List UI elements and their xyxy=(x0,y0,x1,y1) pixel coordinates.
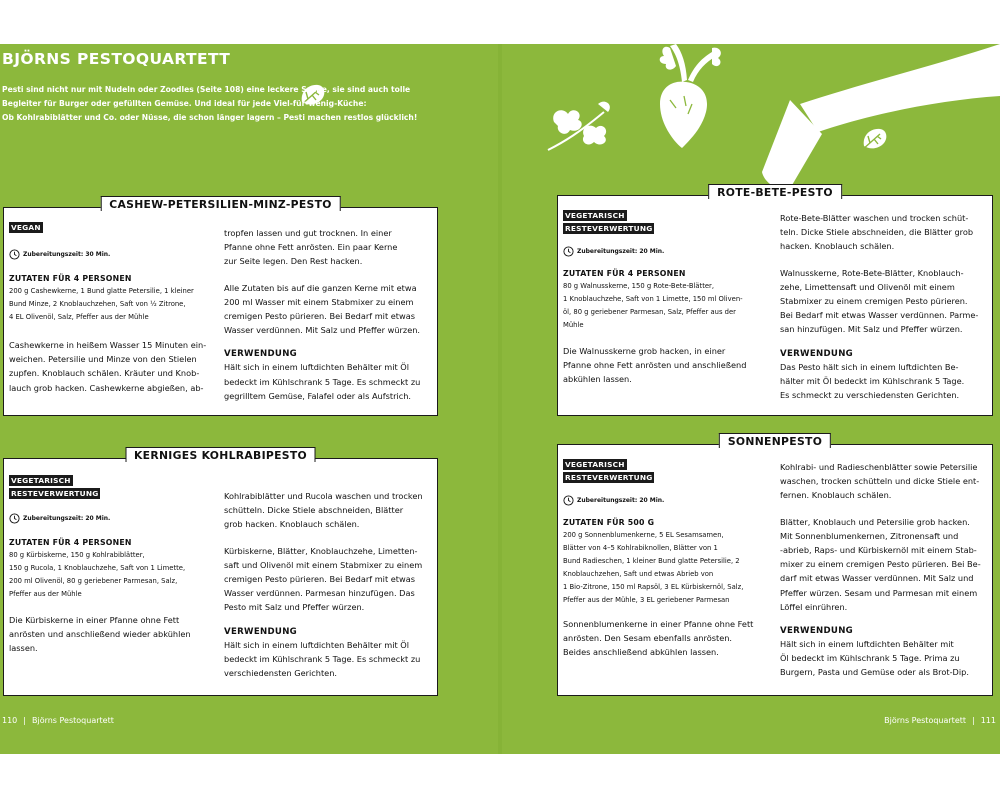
usage-text: Hält sich in einem luftdichten Behälter mit Öl bedeckt im Kühlschrank 5 Tage. Es schmeckt zu verschiedensten Gerichten. xyxy=(224,639,421,679)
footer-right: Björns Pestoquartett | 111 xyxy=(884,716,996,725)
usage-text: Das Pesto hält sich in einem luftdichten Be- hälter mit Öl bedeckt im Kühlschrank 5 Tage. Es schmeckt zu verschiedensten Gerichten. xyxy=(780,361,965,401)
prep-time: Zubereitungszeit: 20 Min. xyxy=(563,246,763,257)
step-text: Sonnenblumenkerne in einer Pfanne ohne Fett anrösten. Den Sesam ebenfalls anrösten. Beides anschließend abkühlen lassen. xyxy=(563,619,754,658)
diet-tag: VEGETARISCH xyxy=(565,211,625,220)
usage-text: Hält sich in einem luftdichten Behälter mit Öl bedeckt im Kühlschrank 5 Tage. Prima zu Burgern, Pasta und Gemüse oder als Brot-Dip. xyxy=(780,639,969,678)
page-title: BJÖRNS PESTOQUARTETT xyxy=(2,50,231,68)
step-text: Kohlrabi- und Radieschenblätter sowie Petersilie waschen, trocken schütteln und dicke Stiele ent- fernen. Knoblauch schälen. xyxy=(780,462,980,501)
page-gutter xyxy=(498,44,502,754)
step-text: Blätter, Knoblauch und Petersilie grob hacken. Mit Sonnenblumenkernen, Zitronensaft und -abrieb, Raps- und Kürbiskernöl mit einem Stab- mixer zu einem cremigen Pesto pürieren. Bei Be- darf mit etwas Wasser verdünnen. Mit Salz und Pfeffer würzen. Sesam und Parmesan mit einem Löffel einrühren. xyxy=(780,516,981,612)
prep-time: Zubereitungszeit: 30 Min. xyxy=(9,249,209,260)
usage-heading: VERWENDUNG xyxy=(224,349,298,360)
recipe-card-cashew xyxy=(3,198,438,416)
page-number: 110 xyxy=(2,716,18,725)
clock-icon xyxy=(9,513,20,524)
step-text: tropfen lassen und gut trocknen. In einer Pfanne ohne Fett anrösten. Ein paar Kerne zur Seite legen. Den Rest hacken. xyxy=(224,228,398,267)
diet-tag: RESTEVERWERTUNG xyxy=(565,224,653,233)
herb-leaf-icon xyxy=(860,126,890,152)
ingredients-heading: ZUTATEN FÜR 500 G xyxy=(563,518,655,527)
recipe-title: SONNENPESTO xyxy=(719,433,831,448)
step-text: Cashewkerne in heißem Wasser 15 Minuten ein- weichen. Petersilie und Minze von den Stielen zupfen. Knoblauch schälen. Kräuter und Knob- lauch grob hacken. Cashewkerne abgießen, ab- xyxy=(9,340,207,393)
clock-icon xyxy=(563,495,574,506)
recipe-title: ROTE-BETE-PESTO xyxy=(708,184,842,199)
step-text: Kürbiskerne, Blätter, Knoblauchzehe, Limetten- saft und Olivenöl mit einem Stabmixer zu einem cremigen Pesto pürieren. Bei Bedarf mit etwas Wasser verdünnen. Parmesan hinzufügen. Das Pesto mit Salz und Pfeffer würzen. xyxy=(224,545,423,613)
recipe-title: KERNIGES KOHLRABIPESTO xyxy=(125,447,316,462)
running-title: Björns Pestoquartett xyxy=(31,716,114,725)
prep-time: Zubereitungszeit: 20 Min. xyxy=(9,513,209,524)
clock-icon xyxy=(9,249,20,260)
ingredients-list: 200 g Sonnenblumenkerne, 5 EL Sesamsamen, Blätter von 4–5 Kohlrabiknollen, Blätter von 1 Bund Radieschen, 1 kleiner Bund glatte Petersilie, 2 Knoblauchzehen, Saft und etwas Abrieb von 1 Bio-Zitrone, 150 ml Rapsöl, 3 EL Kürbiskernöl, Salz, Pfeffer aus der Mühle, 3 EL geriebener Parmesan xyxy=(563,531,744,604)
ingredients-list: 80 g Walnusskerne, 150 g Rote-Bete-Blätter, 1 Knoblauchzehe, Saft von 1 Limette, 150 ml Oliven- öl, 80 g geriebener Parmesan, Salz, Pfeffer aus der Mühle xyxy=(563,282,743,329)
diet-tag: VEGAN xyxy=(11,223,41,232)
recipe-card-rote-bete xyxy=(557,186,993,416)
ingredients-heading: ZUTATEN FÜR 4 PERSONEN xyxy=(9,274,132,283)
step-text: Die Walnusskerne grob hacken, in einer Pfanne ohne Fett anrösten und anschließend abkühlen lassen. xyxy=(563,346,747,385)
recipe-card-kohlrabi xyxy=(3,449,438,696)
diet-tag: VEGETARISCH xyxy=(565,460,625,469)
step-text: Alle Zutaten bis auf die ganzen Kerne mit etwa 200 ml Wasser mit einem Stabmixer zu einem cremigen Pesto pürieren. Bei Bedarf mit etwas Wasser verdünnen. Mit Salz und Pfeffer würzen. xyxy=(224,282,421,336)
diet-tag: VEGETARISCH xyxy=(11,476,71,485)
prep-time: Zubereitungszeit: 20 Min. xyxy=(563,495,763,506)
running-title: Björns Pestoquartett xyxy=(884,716,967,725)
step-text: Die Kürbiskerne in einer Pfanne ohne Fett anrösten und anschließend wieder abkühlen lassen. xyxy=(9,615,191,654)
intro-text: Pesti sind nicht nur mit Nudeln oder Zoodles (Seite 108) eine leckere Sache, sie sind auch tolle Begleiter für Burger oder gefüllten Gemüse. Und ideal für jede Viel-für-wenig-Küche: Ob Kohlrabiblätter und Co. oder Nüsse, die schon länger lagern – Pesti machen restlos glücklich! xyxy=(2,85,418,122)
ingredients-list: 80 g Kürbiskerne, 150 g Kohlrabiblätter, 150 g Rucola, 1 Knoblauchzehe, Saft von 1 Limette, 200 ml Olivenöl, 80 g geriebener Parmesan, Salz, Pfeffer aus der Mühle xyxy=(9,551,186,598)
usage-heading: VERWENDUNG xyxy=(780,348,854,359)
recipe-title: CASHEW-PETERSILIEN-MINZ-PESTO xyxy=(100,196,341,211)
page-number: 111 xyxy=(980,716,996,725)
parsley-sprig-icon xyxy=(544,98,616,158)
usage-heading: VERWENDUNG xyxy=(780,626,854,637)
step-text: Rote-Bete-Blätter waschen und trocken schüt- teln. Dicke Stiele abschneiden, die Blätter grob hacken. Knoblauch schälen. xyxy=(780,213,974,252)
usage-heading: VERWENDUNG xyxy=(224,626,298,637)
usage-text: Hält sich in einem luftdichten Behälter mit Öl bedeckt im Kühlschrank 5 Tage. Es schmeckt zu gegrilltem Gemüse, Falafel oder als Aufstrich. xyxy=(224,362,421,401)
footer-left: 110 | Björns Pestoquartett xyxy=(2,716,114,725)
step-text: Walnusskerne, Rote-Bete-Blätter, Knoblauch- zehe, Limettensaft und Olivenöl mit einem Stabmixer zu einem cremigen Pesto pürieren. Bei Bedarf mit etwas Wasser verdünnen. Parme- san hinzufügen. Mit Salz und Pfeffer würzen. xyxy=(780,267,979,335)
ingredients-list: 200 g Cashewkerne, 1 Bund glatte Petersilie, 1 kleiner Bund Minze, 2 Knoblauchzehen, Saft von ½ Zitrone, 4 EL Olivenöl, Salz, Pfeffer aus der Mühle xyxy=(9,287,194,321)
pestle-icon xyxy=(740,44,1000,194)
recipe-card-sonnenpesto xyxy=(557,435,993,696)
diet-tag: RESTEVERWERTUNG xyxy=(11,489,99,498)
ingredients-heading: ZUTATEN FÜR 4 PERSONEN xyxy=(9,538,132,547)
step-text: Kohlrabiblätter und Rucola waschen und trocken schütteln. Dicke Stiele abschneiden, Blätter grob hacken. Knoblauch schälen. xyxy=(224,491,423,530)
diet-tag: RESTEVERWERTUNG xyxy=(565,473,653,482)
clock-icon xyxy=(563,246,574,257)
ingredients-heading: ZUTATEN FÜR 4 PERSONEN xyxy=(563,269,686,278)
beetroot-icon xyxy=(630,44,730,154)
